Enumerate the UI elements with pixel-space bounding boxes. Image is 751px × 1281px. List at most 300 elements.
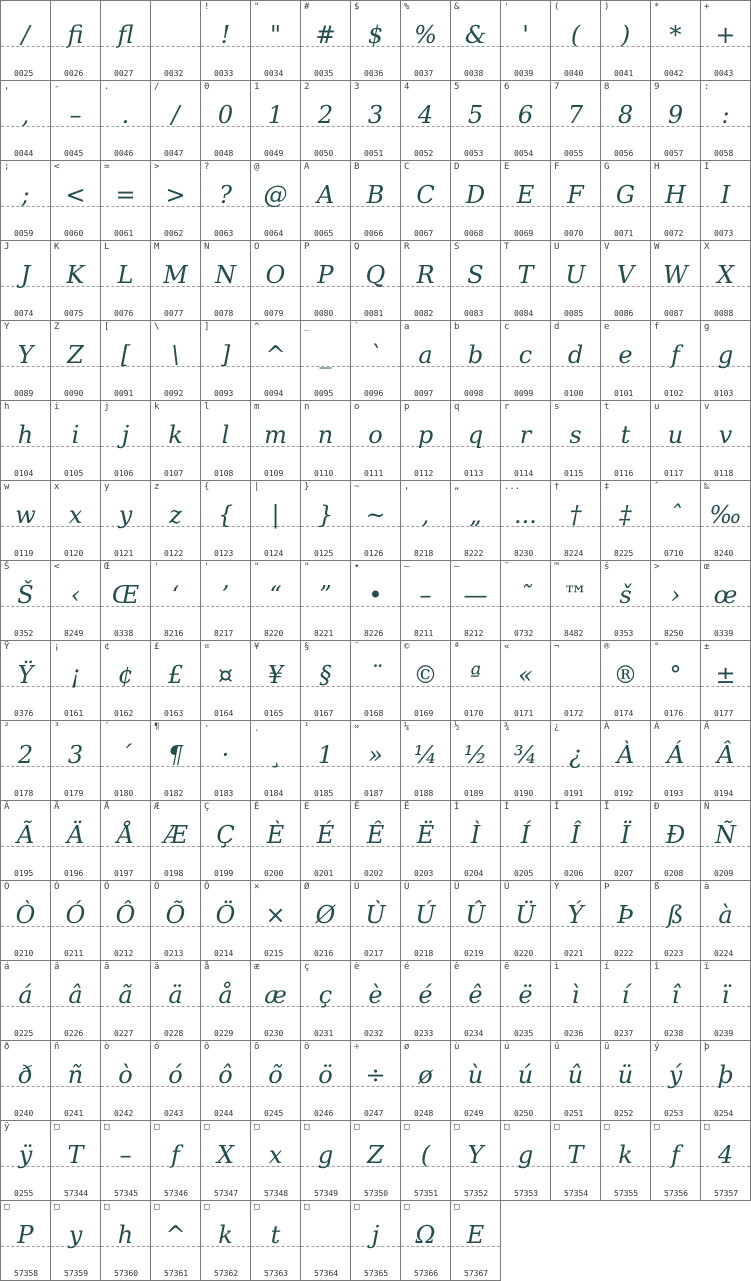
char-code: 0339	[714, 629, 734, 638]
glyph-sample: 6	[517, 101, 534, 129]
glyph-sample: „	[469, 501, 482, 529]
cell-label: ö	[304, 1042, 310, 1052]
glyph-sample: x	[268, 1141, 283, 1169]
char-code: 0246	[314, 1109, 334, 1118]
cell-label: Ç	[204, 802, 210, 812]
char-code: 57352	[464, 1189, 489, 1198]
cell-label: Ö	[204, 882, 210, 892]
cell-label: í	[604, 962, 610, 972]
cell-label: ô	[204, 1042, 210, 1052]
cell-label: +	[704, 2, 710, 12]
cell-label: ¬	[554, 642, 560, 652]
glyph-sample: E	[466, 1221, 485, 1249]
glyph-cell	[300, 80, 351, 161]
char-code: 0046	[114, 149, 134, 158]
glyph-sample: Û	[465, 901, 486, 929]
glyph-cell	[450, 1200, 501, 1281]
char-code: 57367	[464, 1269, 489, 1278]
char-code: 0203	[414, 869, 434, 878]
glyph-sample: î	[671, 981, 680, 1009]
glyph-sample: Ç	[216, 821, 235, 849]
char-code: 0111	[364, 469, 384, 478]
cell-label: §	[304, 642, 310, 652]
char-code: 0208	[664, 869, 684, 878]
char-code: 0224	[714, 949, 734, 958]
glyph-cell	[500, 240, 551, 321]
cell-label: □	[154, 1202, 160, 1212]
cell-label: Ó	[54, 882, 60, 892]
glyph-sample: 4	[717, 1141, 734, 1169]
char-code: 0220	[514, 949, 534, 958]
glyph-cell	[100, 1120, 151, 1201]
glyph-cell	[50, 0, 101, 81]
char-code: 0236	[564, 1029, 584, 1038]
glyph-sample: ñ	[67, 1061, 84, 1089]
cell-label: «	[504, 642, 510, 652]
glyph-sample: v	[718, 421, 733, 449]
glyph-sample: H	[665, 181, 686, 209]
char-code: 0229	[214, 1029, 234, 1038]
cell-label: @	[254, 162, 260, 172]
char-code: 0215	[264, 949, 284, 958]
glyph-sample: X	[716, 261, 735, 289]
cell-label: ë	[504, 962, 510, 972]
char-code: 0101	[614, 389, 634, 398]
cell-label: ±	[704, 642, 710, 652]
glyph-cell	[700, 1040, 751, 1121]
glyph-cell	[200, 400, 251, 481]
glyph-sample: ˆ	[669, 501, 682, 529]
glyph-cell	[450, 960, 501, 1041]
char-code: 0165	[264, 709, 284, 718]
cell-label: M	[154, 242, 160, 252]
glyph-cell	[350, 480, 401, 561]
cell-label: t	[604, 402, 610, 412]
glyph-sample: ¾	[513, 741, 538, 769]
glyph-cell	[550, 800, 601, 881]
char-code: 0195	[14, 869, 34, 878]
glyph-sample: ›	[670, 581, 681, 609]
cell-label: e	[604, 322, 610, 332]
glyph-sample: Ý	[567, 901, 584, 929]
cell-label: {	[204, 482, 210, 492]
char-code: 8230	[514, 549, 534, 558]
cell-label: ´	[104, 722, 110, 732]
cell-label: ì	[554, 962, 560, 972]
cell-label: p	[404, 402, 410, 412]
char-code: 0228	[164, 1029, 184, 1038]
cell-label: [	[104, 322, 110, 332]
glyph-cell	[650, 960, 701, 1041]
glyph-cell	[700, 880, 751, 961]
char-code: 0213	[164, 949, 184, 958]
cell-label: g	[704, 322, 710, 332]
glyph-cell	[50, 1200, 101, 1281]
glyph-cell	[300, 400, 351, 481]
cell-label: Ø	[304, 882, 310, 892]
cell-label: Y	[4, 322, 10, 332]
glyph-sample: ©	[413, 661, 438, 689]
glyph-sample: 3	[67, 741, 84, 769]
glyph-sample: Å	[116, 821, 135, 849]
cell-label: ...	[504, 482, 521, 492]
char-code: 0087	[664, 309, 684, 318]
char-code: 8218	[414, 549, 434, 558]
glyph-cell	[700, 160, 751, 241]
char-code: 0068	[464, 229, 484, 238]
cell-label: É	[304, 802, 310, 812]
glyph-sample: t	[270, 1221, 281, 1249]
char-code: 0098	[464, 389, 484, 398]
glyph-sample: ò	[118, 1061, 133, 1089]
glyph-sample: ™	[563, 581, 588, 609]
glyph-sample: Æ	[163, 821, 188, 849]
char-code: 0091	[114, 389, 134, 398]
glyph-sample: 4	[417, 101, 434, 129]
glyph-sample: +	[715, 21, 736, 49]
glyph-sample: \	[171, 341, 180, 369]
glyph-cell	[500, 1120, 551, 1201]
cell-label: ?	[204, 162, 210, 172]
cell-label: >	[154, 162, 160, 172]
cell-label: æ	[254, 962, 260, 972]
glyph-cell	[600, 640, 651, 721]
glyph-cell	[500, 1040, 551, 1121]
glyph-sample: j	[121, 421, 130, 449]
glyph-cell	[50, 640, 101, 721]
glyph-cell	[700, 0, 751, 81]
char-code: 0191	[564, 789, 584, 798]
char-code: 8482	[564, 629, 584, 638]
glyph-cell	[400, 320, 451, 401]
cell-label: ]	[204, 322, 210, 332]
glyph-cell	[0, 1200, 51, 1281]
cell-label: □	[404, 1122, 410, 1132]
cell-label: a	[404, 322, 410, 332]
char-code: 0255	[14, 1189, 34, 1198]
glyph-sample: ½	[463, 741, 488, 769]
char-code: 0222	[614, 949, 634, 958]
glyph-cell	[450, 400, 501, 481]
char-code: 0200	[264, 869, 284, 878]
char-code: 0093	[214, 389, 234, 398]
cell-label: õ	[254, 1042, 260, 1052]
glyph-cell	[500, 80, 551, 161]
glyph-sample: Ü	[515, 901, 536, 929]
glyph-sample: Q	[365, 261, 386, 289]
cell-label: u	[654, 402, 660, 412]
cell-label: *	[654, 2, 660, 12]
glyph-cell	[650, 880, 701, 961]
cell-label: ®	[604, 642, 610, 652]
glyph-sample: U	[565, 261, 586, 289]
cell-label: <	[54, 562, 60, 572]
cell-label: ó	[154, 1042, 160, 1052]
glyph-sample: k	[168, 421, 183, 449]
glyph-sample: 3	[367, 101, 384, 129]
glyph-sample: N	[215, 261, 236, 289]
glyph-sample: f	[671, 341, 680, 369]
cell-label: d	[554, 322, 560, 332]
char-code: 0185	[314, 789, 334, 798]
glyph-sample: ð	[18, 1061, 33, 1089]
cell-label: I	[704, 162, 710, 172]
glyph-sample: ,	[421, 501, 430, 529]
glyph-sample: "	[269, 21, 282, 49]
glyph-cell	[200, 560, 251, 641]
glyph-sample: ?	[219, 181, 232, 209]
cell-label: Í	[504, 802, 510, 812]
cell-label: é	[404, 962, 410, 972]
glyph-cell	[350, 880, 401, 961]
glyph-cell	[200, 0, 251, 81]
glyph-sample: Ä	[66, 821, 85, 849]
cell-label: U	[554, 242, 560, 252]
char-code: 0121	[114, 549, 134, 558]
glyph-sample: (	[420, 1141, 431, 1169]
glyph-cell	[150, 560, 201, 641]
glyph-sample: Ë	[416, 821, 435, 849]
glyph-sample: b	[467, 341, 484, 369]
glyph-sample: D	[465, 181, 486, 209]
char-code: 0106	[114, 469, 134, 478]
glyph-sample: 2	[317, 101, 334, 129]
glyph-cell	[550, 960, 601, 1041]
glyph-sample: œ	[713, 581, 738, 609]
char-code: 0064	[264, 229, 284, 238]
cell-label: ð	[4, 1042, 10, 1052]
cell-label: Æ	[154, 802, 160, 812]
char-code: 0033	[214, 69, 234, 78]
cell-label: 0	[204, 82, 210, 92]
cell-label: ½	[454, 722, 460, 732]
glyph-sample: Z	[367, 1141, 384, 1169]
glyph-cell	[300, 240, 351, 321]
glyph-cell	[550, 80, 601, 161]
char-code: 0124	[264, 549, 284, 558]
char-code: 0251	[564, 1109, 584, 1118]
cell-label: ß	[654, 882, 660, 892]
glyph-sample: ç	[318, 981, 333, 1009]
glyph-sample: È	[266, 821, 285, 849]
glyph-sample: {	[217, 501, 234, 529]
glyph-cell	[400, 1040, 451, 1121]
cell-label: -	[54, 82, 60, 92]
glyph-cell	[300, 480, 351, 561]
glyph-cell	[400, 880, 451, 961]
glyph-cell	[50, 80, 101, 161]
cell-label: ¶	[154, 722, 160, 732]
char-code: 0161	[64, 709, 84, 718]
cell-label: □	[354, 1202, 360, 1212]
glyph-sample: Œ	[111, 581, 140, 609]
glyph-cell	[700, 1120, 751, 1201]
char-code: 57349	[314, 1189, 339, 1198]
glyph-cell	[650, 160, 701, 241]
glyph-cell	[200, 960, 251, 1041]
char-code: 57355	[614, 1189, 639, 1198]
glyph-cell	[500, 160, 551, 241]
cell-label: Ü	[504, 882, 510, 892]
char-code: 0243	[164, 1109, 184, 1118]
char-code: 0238	[664, 1029, 684, 1038]
cell-label: ø	[404, 1042, 410, 1052]
glyph-cell	[200, 1040, 251, 1121]
glyph-sample: è	[368, 981, 383, 1009]
glyph-cell	[150, 160, 201, 241]
glyph-sample: g	[717, 341, 734, 369]
glyph-cell	[0, 1120, 51, 1201]
glyph-sample: ‰	[709, 501, 742, 529]
cell-label: .	[104, 82, 110, 92]
glyph-sample: t	[620, 421, 631, 449]
cell-label: ¸	[254, 722, 260, 732]
cell-label: `	[354, 322, 360, 332]
glyph-sample: –	[119, 1141, 132, 1169]
glyph-cell	[650, 560, 701, 641]
cell-label: â	[54, 962, 60, 972]
glyph-sample: «	[518, 661, 533, 689]
glyph-cell	[250, 480, 301, 561]
glyph-cell	[200, 1120, 251, 1201]
glyph-cell	[150, 480, 201, 561]
glyph-cell	[350, 400, 401, 481]
glyph-sample: /	[21, 21, 30, 49]
char-code: 0232	[364, 1029, 384, 1038]
glyph-cell	[650, 720, 701, 801]
glyph-sample: h	[17, 421, 34, 449]
cell-label: 9	[654, 82, 660, 92]
glyph-cell	[250, 0, 301, 81]
char-code: 0114	[514, 469, 534, 478]
glyph-cell	[300, 160, 351, 241]
cell-label: ª	[454, 642, 460, 652]
cell-label: 4	[404, 82, 410, 92]
glyph-sample: Ò	[15, 901, 36, 929]
cell-label: à	[704, 882, 710, 892]
glyph-cell	[400, 0, 451, 81]
glyph-cell	[650, 480, 701, 561]
cell-label: E	[504, 162, 510, 172]
glyph-cell	[600, 160, 651, 241]
cell-label: ‰	[704, 482, 710, 492]
cell-label: x	[54, 482, 60, 492]
glyph-cell	[600, 800, 651, 881]
cell-label: □	[254, 1202, 260, 1212]
cell-label: Q	[354, 242, 360, 252]
char-code: 0090	[64, 389, 84, 398]
char-code: 0119	[14, 549, 34, 558]
glyph-sample: d	[567, 341, 584, 369]
glyph-sample: æ	[264, 981, 287, 1009]
glyph-sample: ú	[517, 1061, 534, 1089]
glyph-cell	[550, 480, 601, 561]
char-code: 0070	[564, 229, 584, 238]
char-code: 57350	[364, 1189, 389, 1198]
glyph-cell	[100, 960, 151, 1041]
glyph-sample: Ê	[366, 821, 385, 849]
cell-label: C	[404, 162, 410, 172]
cell-label: »	[354, 722, 360, 732]
char-code: 0062	[164, 229, 184, 238]
char-code: 0249	[464, 1109, 484, 1118]
glyph-sample: ì	[571, 981, 580, 1009]
cell-label: Ê	[354, 802, 360, 812]
glyph-sample: ô	[218, 1061, 233, 1089]
glyph-sample: (	[570, 21, 581, 49]
glyph-cell	[300, 960, 351, 1041]
glyph-cell	[100, 880, 151, 961]
glyph-sample	[151, 15, 200, 55]
char-code: 0250	[514, 1109, 534, 1118]
cell-label: X	[704, 242, 710, 252]
cell-label: '	[504, 2, 510, 12]
glyph-cell	[150, 1040, 201, 1121]
glyph-sample: ’	[221, 581, 230, 609]
glyph-sample: Á	[666, 741, 685, 769]
glyph-sample: °	[669, 661, 682, 689]
glyph-cell	[50, 400, 101, 481]
glyph-cell	[250, 960, 301, 1041]
cell-label: \	[154, 322, 160, 332]
char-code: 0081	[364, 309, 384, 318]
glyph-cell	[650, 640, 701, 721]
char-code: 0060	[64, 229, 84, 238]
char-code: 0234	[464, 1029, 484, 1038]
glyph-cell	[150, 880, 201, 961]
char-code: 0207	[614, 869, 634, 878]
char-code: 0172	[564, 709, 584, 718]
char-code: 0094	[264, 389, 284, 398]
glyph-sample: `	[369, 341, 382, 369]
glyph-cell	[600, 880, 651, 961]
char-code: 0075	[64, 309, 84, 318]
cell-label: □	[704, 1122, 710, 1132]
glyph-cell	[700, 960, 751, 1041]
glyph-cell	[150, 800, 201, 881]
glyph-sample	[301, 1215, 350, 1255]
glyph-cell	[250, 320, 301, 401]
char-code: 0237	[614, 1029, 634, 1038]
glyph-cell	[700, 480, 751, 561]
glyph-cell	[150, 1200, 201, 1281]
cell-label: !	[204, 2, 210, 12]
glyph-sample: à	[718, 901, 733, 929]
glyph-sample: å	[218, 981, 233, 1009]
glyph-sample: *	[669, 21, 682, 49]
char-code: 0206	[564, 869, 584, 878]
glyph-sample: Ô	[115, 901, 136, 929]
cell-label: „	[454, 482, 460, 492]
glyph-cell	[0, 240, 51, 321]
glyph-cell	[100, 720, 151, 801]
cell-label: "	[304, 562, 310, 572]
cell-label: c	[504, 322, 510, 332]
glyph-cell	[150, 320, 201, 401]
cell-label: ,	[4, 82, 10, 92]
char-code: 0066	[364, 229, 384, 238]
char-code: 0244	[214, 1109, 234, 1118]
glyph-sample: ‘	[171, 581, 180, 609]
char-code: 0056	[614, 149, 634, 158]
char-code: 8220	[264, 629, 284, 638]
glyph-sample: [	[120, 341, 131, 369]
glyph-cell	[400, 160, 451, 241]
glyph-sample: A	[316, 181, 335, 209]
glyph-sample: 9	[667, 101, 684, 129]
char-code: 0209	[714, 869, 734, 878]
glyph-cell	[150, 80, 201, 161]
